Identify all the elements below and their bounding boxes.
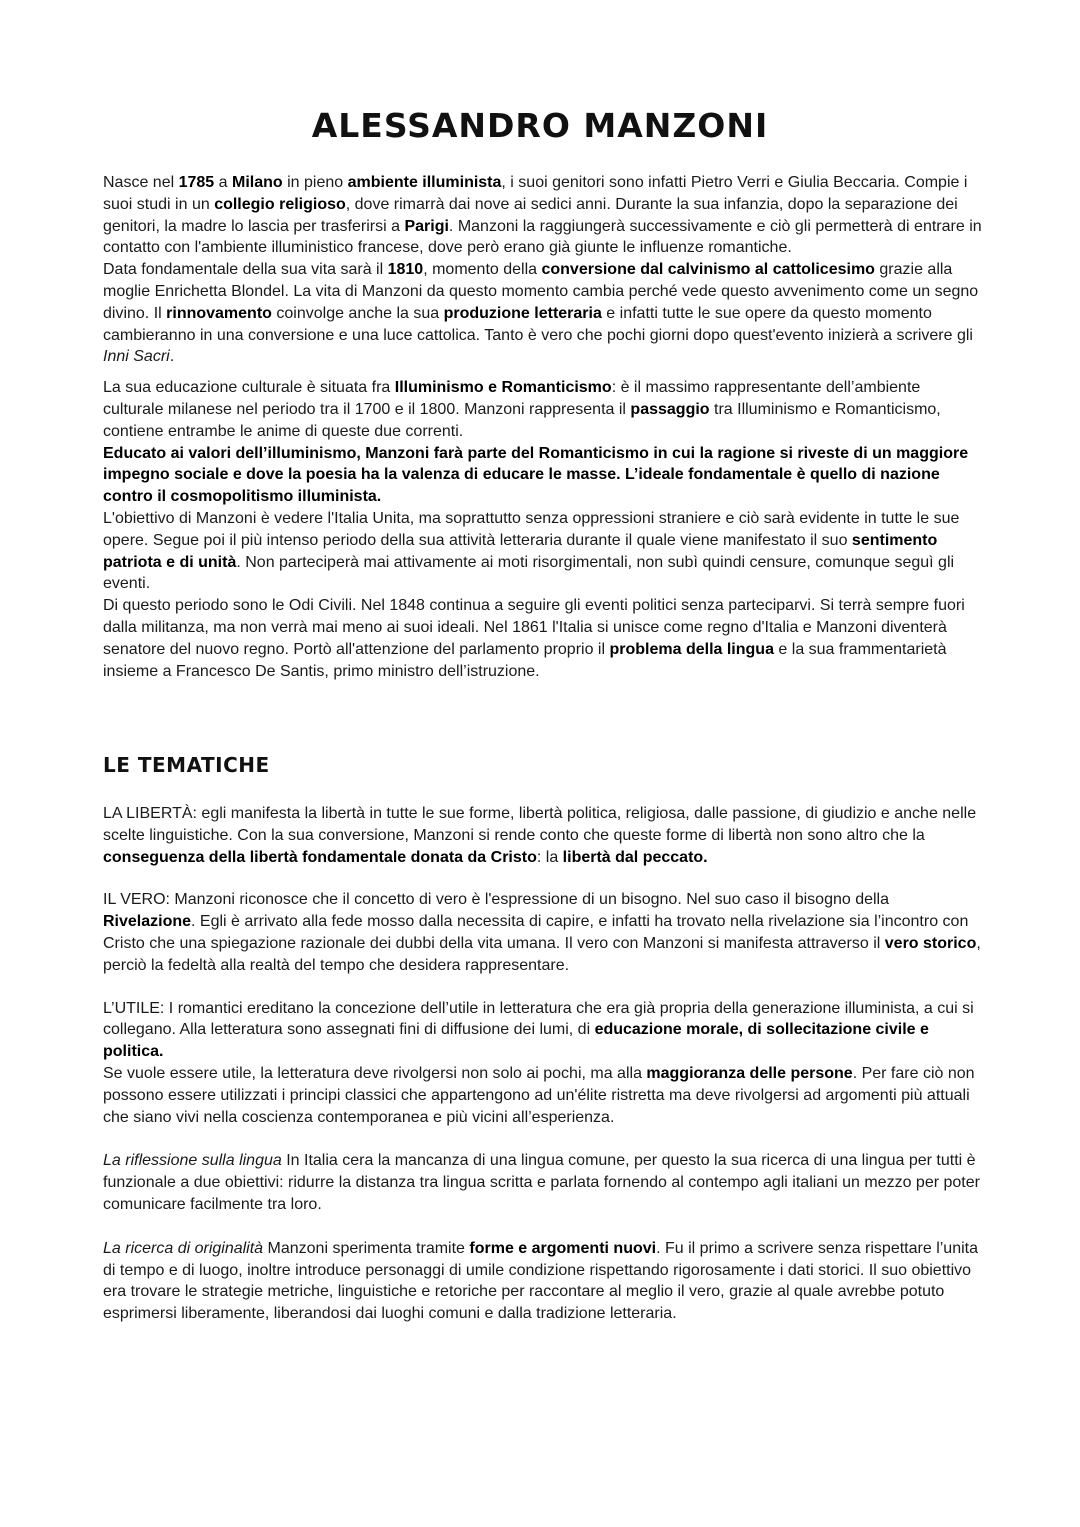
text-run: La sua educazione culturale è situata fra [103,379,395,397]
text-run: Se vuole essere utile, la letteratura deve rivolgersi non solo ai pochi, ma alla [103,1064,647,1082]
text-run: e infatti tutte le sue opere da questo momento cambieranno in una conversione e una luce cattolica. Tanto è vero che pochi giorni dopo quest'evento inizierà a scrivere gli [103,304,973,344]
text-run: tra Illuminismo e Romanticismo, contiene entrambe le anime di queste due correnti. [103,400,941,440]
bio-paragraph-education [103,377,983,442]
theme-lingua [103,1150,983,1215]
text-run: . [169,348,175,366]
text-run: Manzoni sperimenta tramite [263,1239,470,1257]
text-run: maggioranza delle persone [646,1064,853,1082]
text-run: in pieno [282,174,348,191]
text-run: conversione dal calvinismo al cattolicesimo [541,261,875,279]
page-title: ALESSANDRO MANZONI [311,106,769,145]
theme-vero [103,889,983,976]
theme-liberta [103,803,983,868]
text-run: produzione letteraria [443,304,602,322]
text-run: La ricerca di originalità [103,1239,264,1257]
text-run: problema della lingua [609,640,774,658]
text-run: , i suoi genitori sono infatti Pietro Verri e Giulia Beccaria. Compie i suoi studi in un [103,174,968,213]
bio-paragraph-romanticism [103,443,983,508]
text-run: conseguenza della libertà fondamentale donata da Cristo [103,848,537,866]
themes-section [103,803,983,1325]
theme-originalita [103,1238,983,1325]
text-run: , perciò la fedeltà alla realtà del tempo che desidera rappresentare. [103,934,981,974]
text-run: . Manzoni la raggiungerà successivamente e ciò gli permetterà di entrare in contatto con l'ambiente illuministico francese, dove però erano già giunte le influenze romantiche. [103,217,982,257]
text-run: passaggio [630,400,710,418]
text-run: Nasce nel [103,174,179,191]
text-run: libertà dal peccato. [562,848,708,866]
text-run: Rivelazione [103,913,192,931]
text-run: La riflessione sulla lingua [103,1152,282,1170]
text-run: L'obiettivo di Manzoni è vedere l'Italia Unita, ma soprattutto senza oppressioni straniere e ciò sarà evidente in tutte le sue opere. Segue poi il più intenso periodo della sua attività letteraria durante il quale viene manifestato il suo [103,509,960,549]
text-run: Inni Sacri [103,348,170,366]
text-run: : la [536,848,563,866]
text-run: . Fu il primo a scrivere senza rispettare l’unita di tempo e di luogo, inoltre introduce personaggi di umile condizione rispettando rigorosamente i dati storici. Il suo obiettivo era trovare le strategie metriche, linguistiche e retoriche per raccontare al meglio il vero, grazie al quale avrebbe potuto esprimersi liberamente, liberandosi dai luoghi comuni e dalla tradizione letteraria. [103,1239,978,1323]
text-run: educazione morale, di sollecitazione civile e politica. [103,1021,929,1061]
text-run: Parigi [404,217,449,235]
text-run: 1785 [178,174,215,191]
text-run: 1810 [387,261,424,279]
text-run: LA LIBERTÀ: egli manifesta la libertà in tutte le sue forme, libertà politica, religiosa, dalle passione, di giudizio e anche nelle scelte linguistiche. Con la sua conversione, Manzoni si rende conto che queste forme di libertà non sono altro che la [103,805,977,844]
text-run: : è il massimo rappresentante dell’ambiente culturale milanese nel periodo tra il 1700 e il 1800. Manzoni rappresenta il [103,379,921,418]
text-run: forme e argomenti nuovi [469,1239,657,1257]
bio-paragraph-senate [103,595,983,682]
text-run: Di questo periodo sono le Odi Civili. Nel 1848 continua a seguire gli eventi politici senza parteciparvi. Si terrà sempre fuori dalla militanza, ma non verrà mai meno ai suoi ideali. Nel 1861 l'Italia si unisce come regno d'Italia e Manzoni diventerà senatore del nuovo regno. Portò all'attenzione del parlamento proprio il [103,597,965,658]
text-run: collegio religioso [214,195,346,213]
bio-paragraph-birth [103,172,983,259]
text-run: , dove rimarrà dai nove ai sedici anni. Durante la sua infanzia, dopo la separazione dei genitori, la madre lo lascia per trasferirsi a [103,195,958,235]
text-run: sentimento patriota e di unità [103,531,938,571]
bio-paragraph-unity [103,508,983,595]
biography-section [103,172,983,682]
text-run: Illuminismo e Romanticismo [394,379,612,397]
text-run: . Per fare ciò non possono essere utilizzati i principi classici che appartengono ad un'élite ristretta ma deve rivolgersi ad argomenti più attuali che siano vivi nella coscienza contemporanea e più vicini all’esperienza. [103,1064,975,1126]
theme-utile [103,998,983,1063]
text-run: e la sua frammentarietà insieme a Francesco De Santis, primo ministro dell’istruzione. [103,640,947,680]
text-run: ambiente illuminista [347,174,502,191]
text-run: Milano [231,174,283,191]
text-run: L’UTILE: I romantici ereditano la concezione dell’utile in letteratura che era già propria della generazione illuminista, a cui si collegano. Alla letteratura sono assegnati fini di diffusione dei lumi, di [103,999,974,1039]
text-run: vero storico [884,934,977,952]
text-run: IL VERO: Manzoni riconosce che il concetto di vero è l'espressione di un bisogno. Nel suo caso il bisogno della [103,891,890,909]
text-run: grazie alla moglie Enrichetta Blondel. La vita di Manzoni da questo momento cambia perché vede questo avvenimento come un segno divino. Il [103,261,979,322]
theme-utile-continued [103,1063,983,1128]
text-run: a [214,174,232,191]
text-run: . Non parteciperà mai attivamente ai moti risorgimentali, non subì quindi censure, comunque seguì gli eventi. [103,553,955,593]
bio-paragraph-conversion [103,259,983,368]
text-run: , momento della [423,261,542,279]
text-run: Educato ai valori dell’illuminismo, Manzoni farà parte del Romanticismo in cui la ragione si riveste di un maggiore impegno sociale e dove la poesia ha la valenza di educare le masse. L’ideale fondamentale è quello di nazione contro il cosmopolitismo illuminista. [103,444,969,506]
text-run: In Italia cera la mancanza di una lingua comune, per questo la sua ricerca di una lingua per tutti è funzionale a due obiettivi: ridurre la distanza tra lingua scritta e parlata fornendo al contempo agli italiani un mezzo per poter comunicare facilmente tra loro. [103,1152,980,1213]
text-run: coinvolge anche la sua [271,304,444,322]
text-run: Data fondamentale della sua vita sarà il [103,261,388,279]
text-run: rinnovamento [166,304,272,322]
section-heading: LE TEMATICHE [103,753,270,777]
text-run: . Egli è arrivato alla fede mosso dalla necessita di capire, e infatti ha trovato nella rivelazione sia l’incontro con Cristo che una spiegazione razionale dei dubbi della vita umana. Il vero con Manzoni si manifesta attraverso il [103,913,969,952]
